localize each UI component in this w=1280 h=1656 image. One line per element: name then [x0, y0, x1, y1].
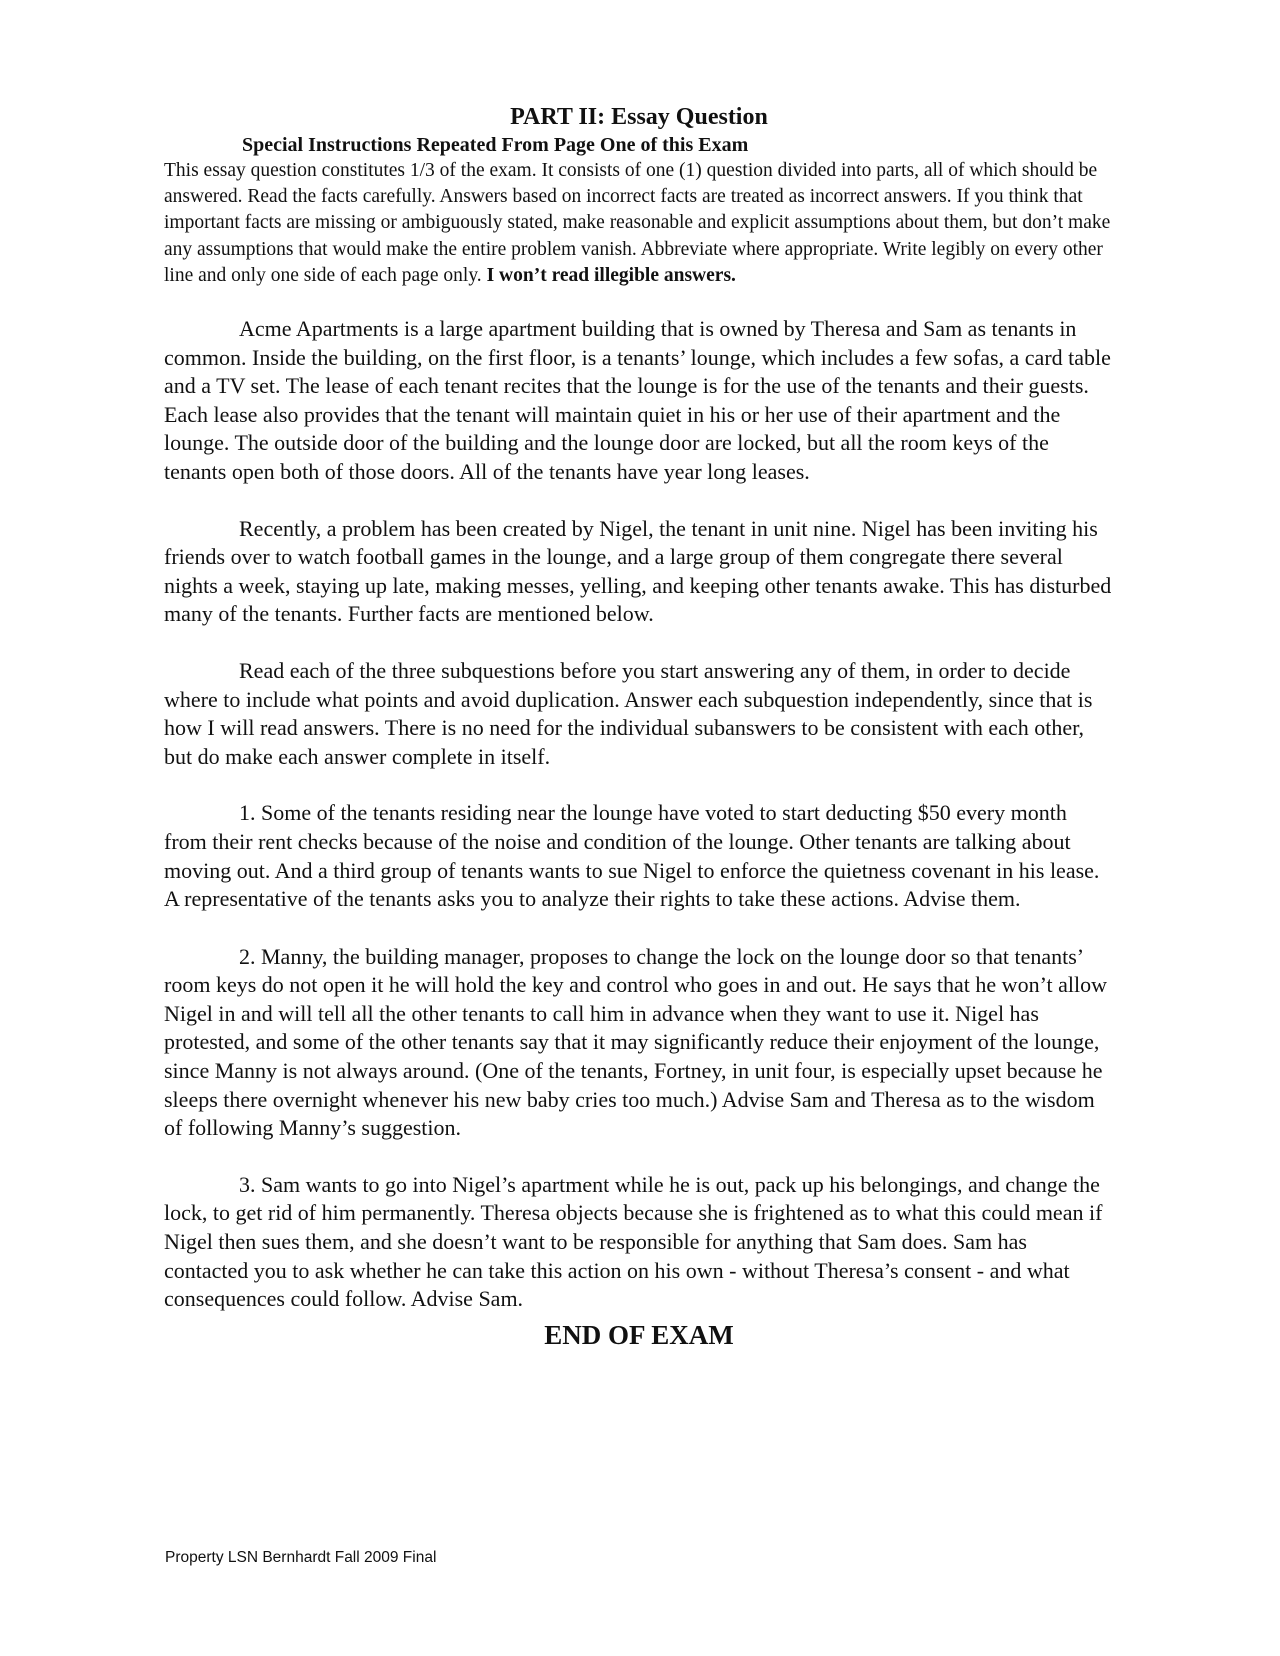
facts-paragraph-building: Acme Apartments is a large apartment building that is owned by Theresa and Sam as tenants in common. Inside the building, on the first floor, is a tenants’ lounge, which includes a few sofas, a card table and a TV set. The lease of each tenant recites that the lounge is for the use of the tenants and their guests. Each lease also provides that the tenant will maintain quiet in his or her use of their apartment and the lounge. The outside door of the building and the lounge door are locked, but all the room keys of the tenants open both of those doors. All of the tenants have year long leases.: [164, 316, 1111, 484]
instructions-heading: Special Instructions Repeated From Page One of this Exam: [242, 134, 749, 156]
page-footer: Property LSN Bernhardt Fall 2009 Final: [165, 1549, 437, 1566]
instructions-text: This essay question constitutes 1/3 of the exam. It consists of one (1) question divided into parts, all of which should be answered. Read the facts carefully. Answers based on incorrect facts are treated as incorrect answers. If you think that important facts are missing or ambiguously stated, make reasonable and explicit assumptions about them, but don’t make any assumptions that would make the entire problem vanish. Abbreviate where appropriate. Write legibly on every other line and only one side of each page only.: [164, 160, 1111, 286]
instructions-emphasis: I won’t read illegible answers.: [486, 264, 736, 286]
subquestion-instructions: Read each of the three subquestions before you start answering any of them, in order to decide where to include what points and avoid duplication. Answer each subquestion independently, since that is how I will read answers. There is no need for the individual subanswers to be consistent with each other, but do make each answer complete in itself.: [164, 657, 1093, 769]
instructions-paragraph: [164, 158, 1114, 289]
subquestion-2: 2. Manny, the building manager, proposes to change the lock on the lounge door so that tenants’ room keys do not open it he will hold the key and control who goes in and out. He says that he won’t allow Nigel in and will tell all the other tenants to call him in advance when they want to use it. Nigel has protested, and some of the other tenants say that it may significantly reduce their enjoyment of the lounge, since Manny is not always around. (One of the tenants, Fortney, in unit four, is especially upset because he sleeps there overnight whenever his new baby cries too much.) Advise Sam and Theresa as to the wisdom of following Manny’s suggestion.: [164, 943, 1107, 1141]
page-title: PART II: Essay Question: [510, 104, 768, 130]
subquestion-3: 3. Sam wants to go into Nigel’s apartment while he is out, pack up his belongings, and change the lock, to get rid of him permanently. Theresa objects because she is frightened as to what this could mean if Nigel then sues them, and she doesn’t want to be responsible for anything that Sam does. Sam has contacted you to ask whether he can take this action on his own - without Theresa’s consent - and what consequences could follow. Advise Sam.: [164, 1171, 1103, 1312]
subquestion-1: 1. Some of the tenants residing near the lounge have voted to start deducting $50 every month from their rent checks because of the noise and condition of the lounge. Other tenants are talking about moving out. And a third group of tenants wants to sue Nigel to enforce the quietness covenant in his lease. A representative of the tenants asks you to analyze their rights to take these actions. Advise them.: [164, 800, 1100, 912]
end-of-exam: END OF EXAM: [544, 1319, 734, 1350]
facts-paragraph-nigel: Recently, a problem has been created by Nigel, the tenant in unit nine. Nigel has been inviting his friends over to watch football games in the lounge, and a large group of them congregate there several nights a week, staying up late, making messes, yelling, and keeping other tenants awake. This has disturbed many of the tenants. Further facts are mentioned below.: [164, 515, 1112, 627]
page-content: [164, 102, 1114, 1352]
